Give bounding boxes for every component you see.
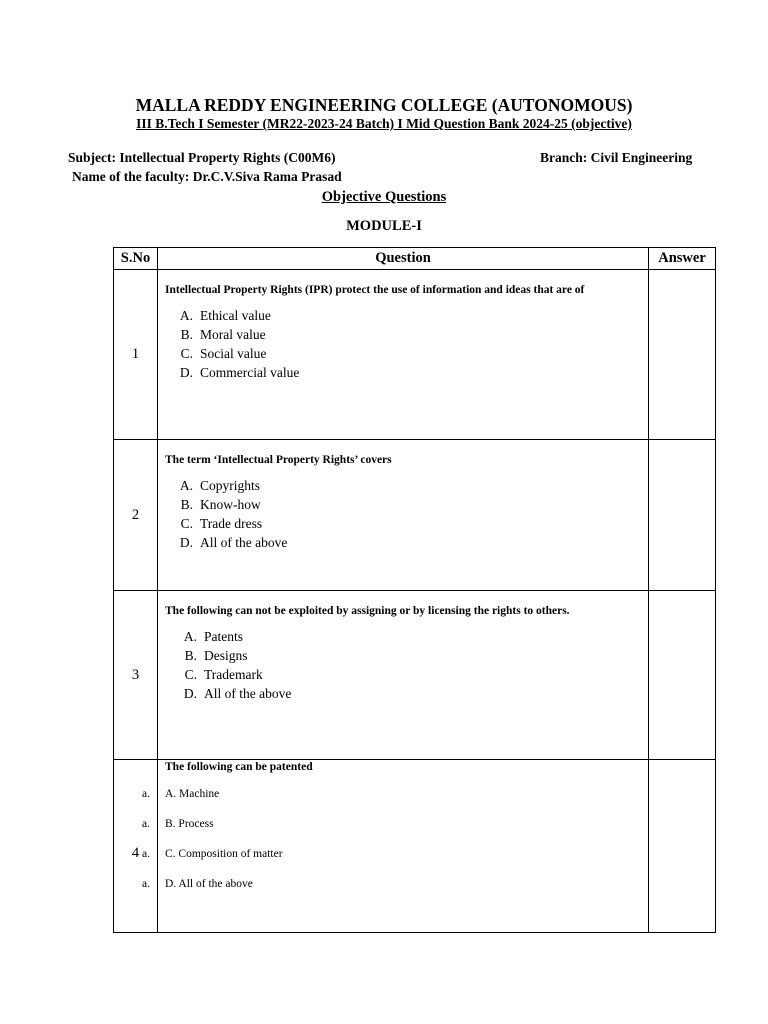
sno-header: S.No: [114, 248, 158, 270]
option-text: Ethical value: [200, 308, 271, 323]
option-item: [171, 476, 648, 495]
option-letter: A.: [179, 478, 193, 493]
option-letter: A.: [179, 308, 193, 323]
answer-cell[interactable]: [649, 760, 716, 933]
question-table: [113, 247, 716, 933]
option-text: D. All of the above: [165, 878, 253, 890]
exam-subtitle: III B.Tech I Semester (MR22-2023-24 Batch) I Mid Question Bank 2024-25 (objective): [136, 116, 632, 131]
option-text: Trademark: [204, 667, 263, 682]
option-letter: D.: [179, 365, 193, 380]
answer-cell[interactable]: [649, 270, 716, 440]
option-item: [175, 646, 648, 665]
option-text: Trade dress: [200, 516, 263, 531]
question-number: 3: [114, 591, 158, 760]
option-letter: D.: [179, 535, 193, 550]
option-letter: B.: [184, 648, 197, 663]
option-letter: D.: [183, 686, 197, 701]
option-marker: a.: [142, 788, 150, 800]
module-heading: MODULE-I: [346, 218, 422, 234]
option-marker: a.: [142, 878, 150, 890]
option-text: Commercial value: [200, 365, 300, 380]
option-item: [175, 684, 648, 703]
option-text: Patents: [204, 629, 243, 644]
section-heading: Objective Questions: [321, 189, 447, 205]
option-letter: C.: [180, 346, 193, 361]
faculty-label: Name of the faculty: Dr.C.V.Siva Rama Prasad: [72, 169, 342, 184]
answer-header: Answer: [649, 248, 716, 270]
option-text: All of the above: [204, 686, 292, 701]
option-text: B. Process: [165, 818, 214, 830]
question-text: Intellectual Property Rights (IPR) protect the use of information and ideas that are of: [165, 284, 585, 296]
question-text: The following can be patented: [165, 761, 313, 773]
option-item: [175, 627, 648, 646]
option-item: [171, 344, 648, 363]
option-letter: B.: [180, 327, 193, 342]
option-text: A. Machine: [165, 788, 220, 800]
question-number: 1: [114, 270, 158, 440]
option-letter: B.: [180, 497, 193, 512]
option-item: [171, 495, 648, 514]
question-cell: [158, 591, 649, 760]
option-item: [171, 514, 648, 533]
branch-label: Branch: Civil Engineering: [540, 150, 693, 165]
option-marker: a.: [142, 848, 150, 860]
option-letter: C.: [184, 667, 197, 682]
question-cell: [158, 760, 649, 933]
question-number: 2: [114, 440, 158, 591]
answer-cell[interactable]: [649, 440, 716, 591]
question-number: 4: [114, 760, 158, 933]
option-item: [171, 533, 648, 552]
option-letter: C.: [180, 516, 193, 531]
option-list: [158, 476, 648, 552]
option-text: Know-how: [200, 497, 261, 512]
question-cell: [158, 270, 649, 440]
table-row: [114, 591, 716, 760]
question-header: Question: [158, 248, 649, 270]
option-text: Designs: [204, 648, 248, 663]
table-row: [114, 760, 716, 933]
option-item: [171, 363, 648, 382]
option-list: [158, 306, 648, 382]
option-marker: a.: [142, 818, 150, 830]
option-item: [175, 665, 648, 684]
answer-cell[interactable]: [649, 591, 716, 760]
table-header-row: [114, 248, 716, 270]
question-text: The following can not be exploited by assigning or by licensing the rights to others.: [165, 605, 570, 617]
option-text: Social value: [200, 346, 267, 361]
option-letter: A.: [183, 629, 197, 644]
option-text: All of the above: [200, 535, 288, 550]
option-text: Copyrights: [200, 478, 261, 493]
question-text: The term ‘Intellectual Property Rights’ covers: [165, 454, 392, 466]
table-row: [114, 270, 716, 440]
question-cell: [158, 440, 649, 591]
option-item: [171, 306, 648, 325]
option-text: C. Composition of matter: [165, 848, 283, 860]
option-text: Moral value: [200, 327, 266, 342]
college-title: MALLA REDDY ENGINEERING COLLEGE (AUTONOMOUS): [135, 95, 633, 115]
option-list: [158, 627, 648, 703]
table-row: [114, 440, 716, 591]
option-item: [171, 325, 648, 344]
subject-label: Subject: Intellectual Property Rights (C00M6): [68, 150, 336, 165]
